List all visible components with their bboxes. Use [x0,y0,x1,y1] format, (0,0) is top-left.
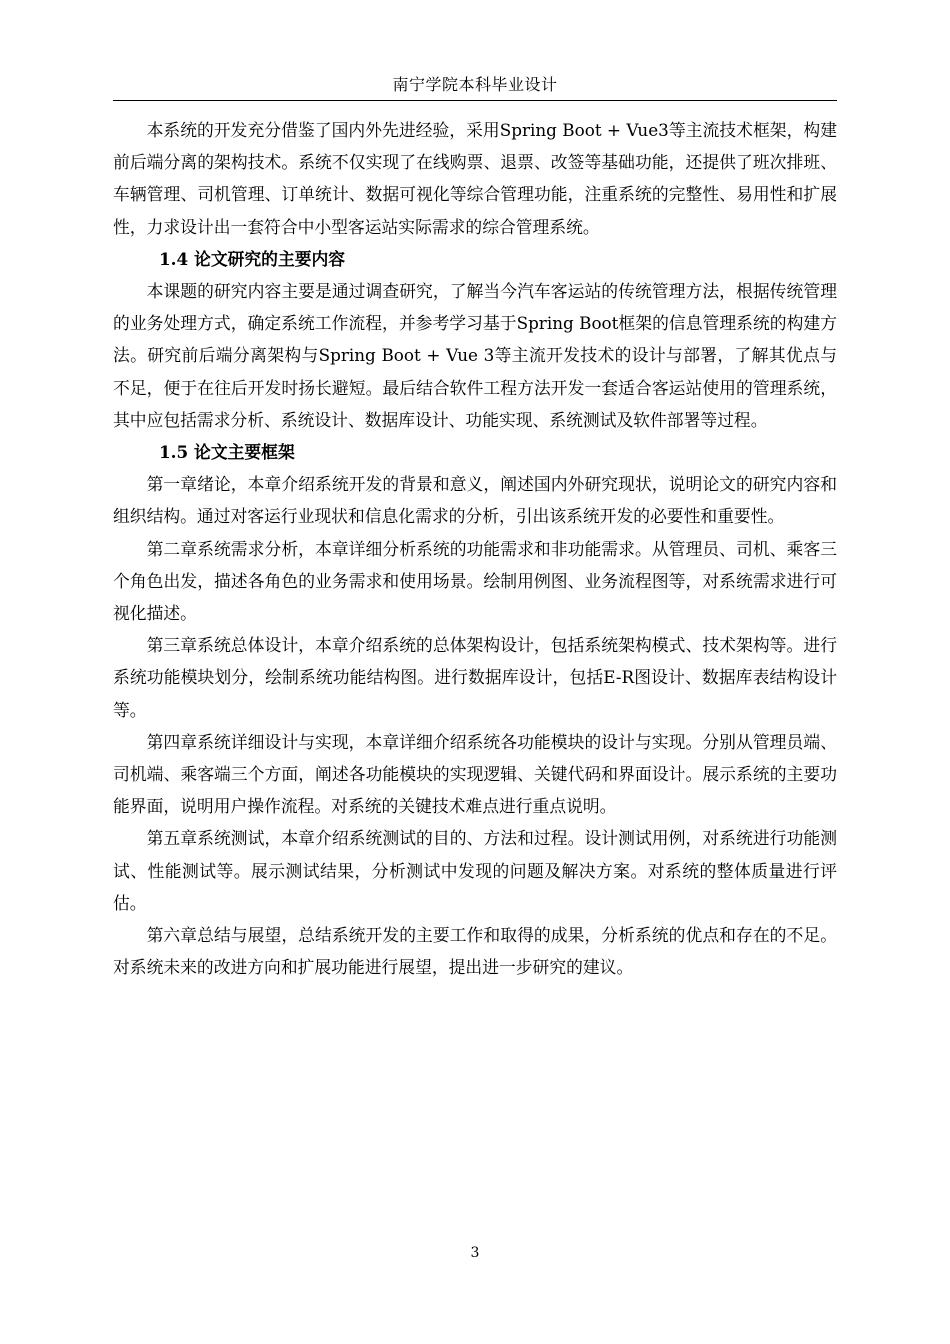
header-divider [113,100,837,101]
page-header: 南宁学院本科毕业设计 [392,75,558,94]
page-body [113,114,837,983]
page-number: 3 [470,1245,480,1261]
section-heading-1-5: 1.5 论文主要框架 [159,442,295,463]
paragraph-chapter-3: 第三章系统总体设计，本章介绍系统的总体架构设计，包括系统架构模式、技术架构等。进行系统功能模块划分，绘制系统功能结构图。进行数据库设计，包括E-R图设计、数据库表结构设计等。 [113,635,837,720]
paragraph-chapter-5: 第五章系统测试，本章介绍系统测试的目的、方法和过程。设计测试用例，对系统进行功能测试、性能测试等。展示测试结果，分析测试中发现的问题及解决方案。对系统的整体质量进行评估。 [113,828,837,913]
paragraph-chapter-4: 第四章系统详细设计与实现，本章详细介绍系统各功能模块的设计与实现。分别从管理员端、司机端、乘客端三个方面，阐述各功能模块的实现逻辑、关键代码和界面设计。展示系统的主要功能界面，说明用户操作流程。对系统的关键技术难点进行重点说明。 [113,731,837,817]
paragraph-intro: 本系统的开发充分借鉴了国内外先进经验，采用Spring Boot + Vue3等主流技术框架，构建前后端分离的架构技术。系统不仅实现了在线购票、退票、改签等基础功能，还提供了班次排班、车辆管理、司机管理、订单统计、数据可视化等综合管理功能，注重系统的完整性、易用性和扩展性，力求设计出一套符合中小型客运站实际需求的综合管理系统。 [113,120,837,237]
paragraph-chapter-6: 第六章总结与展望，总结系统开发的主要工作和取得的成果，分析系统的优点和存在的不足。对系统未来的改进方向和扩展功能进行展望，提出进一步研究的建议。 [113,925,837,978]
paragraph-chapter-2: 第二章系统需求分析，本章详细分析系统的功能需求和非功能需求。从管理员、司机、乘客三个角色出发，描述各角色的业务需求和使用场景。绘制用例图、业务流程图等，对系统需求进行可视化描述。 [113,538,837,624]
paragraph-research-content: 本课题的研究内容主要是通过调查研究，了解当今汽车客运站的传统管理方法，根据传统管理的业务处理方式，确定系统工作流程，并参考学习基于Spring Boot框架的信息管理系统的构建方法。研究前后端分离架构与Spring Boot + Vue 3等主流开发技术的设计与部署，了解其优点与不足，便于在往后开发时扬长避短。最后结合软件工程方法开发一套适合客运站使用的管理系统，其中应包括需求分析、系统设计、数据库设计、功能实现、系统测试及软件部署等过程。 [113,281,837,430]
paragraph-chapter-1: 第一章绪论，本章介绍系统开发的背景和意义，阐述国内外研究现状，说明论文的研究内容和组织结构。通过对客运行业现状和信息化需求的分析，引出该系统开发的必要性和重要性。 [113,474,837,527]
section-heading-1-4: 1.4 论文研究的主要内容 [159,248,346,269]
